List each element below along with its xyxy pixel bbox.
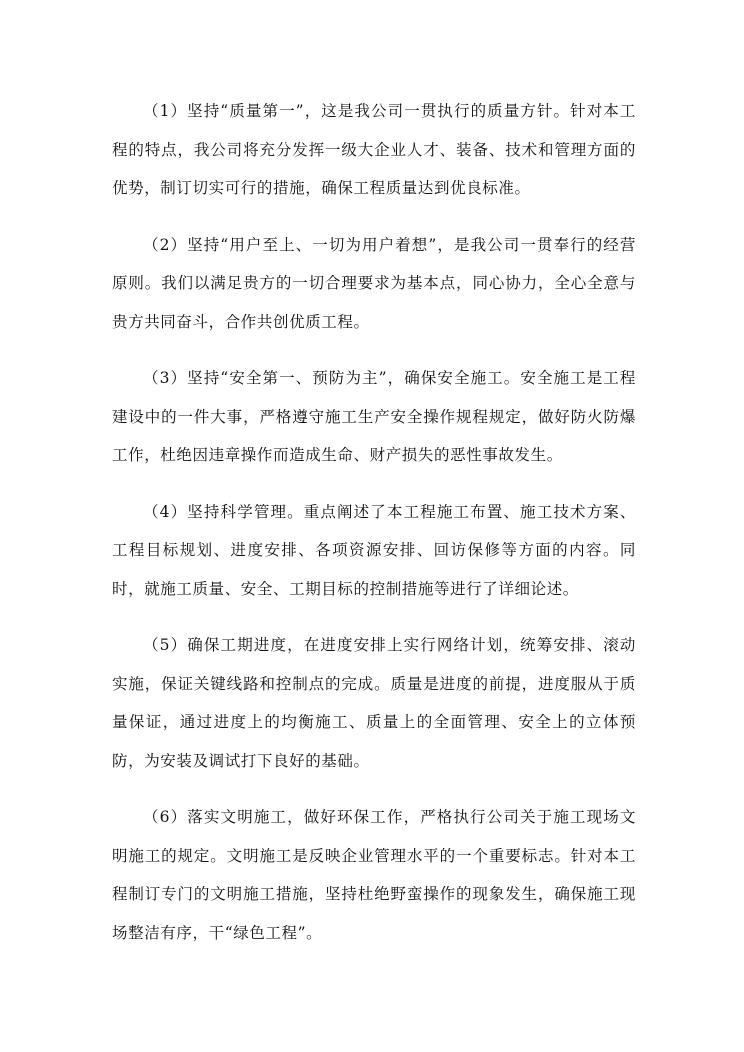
paragraph-5: （5）确保工期进度，在进度安排上实行网络计划，统筹安排、滚动实施，保证关键线路和控制点的完成。质量是进度的前提，进度服从于质量保证，通过进度上的均衡施工、质量上的全面管理、安全上的立体预防，为安装及调试打下良好的基础。 xyxy=(112,636,636,770)
paragraph-2: （2）坚持“用户至上、一切为用户着想”，是我公司一贯奉行的经营原则。我们以满足贵方的一切合理要求为基本点，同心协力，全心全意与贵方共同奋斗，合作共创优质工程。 xyxy=(112,235,636,331)
paragraph-4: （4）坚持科学管理。重点阐述了本工程施工布置、施工技术方案、工程目标规划、进度安排、各项资源安排、回访保修等方面的内容。同时，就施工质量、安全、工期目标的控制措施等进行了详细论述。 xyxy=(112,502,636,598)
paragraph-1: （1）坚持“质量第一”，这是我公司一贯执行的质量方针。针对本工程的特点，我公司将充分发挥一级大企业人才、装备、技术和管理方面的优势，制订切实可行的措施，确保工程质量达到优良标准。 xyxy=(112,102,636,197)
paragraph-3: （3）坚持“安全第一、预防为主”，确保安全施工。安全施工是工程建设中的一件大事，严格遵守施工生产安全操作规程规定，做好防火防爆工作，杜绝因违章操作而造成生命、财产损失的恶性事故发生。 xyxy=(112,369,636,464)
paragraph-6: （6）落实文明施工，做好环保工作，严格执行公司关于施工现场文明施工的规定。文明施工是反映企业管理水平的一个重要标志。针对本工程制订专门的文明施工措施，坚持杜绝野蛮操作的现象发生，确保施工现场整洁有序，干“绿色工程”。 xyxy=(112,808,636,942)
document-body xyxy=(112,92,636,970)
